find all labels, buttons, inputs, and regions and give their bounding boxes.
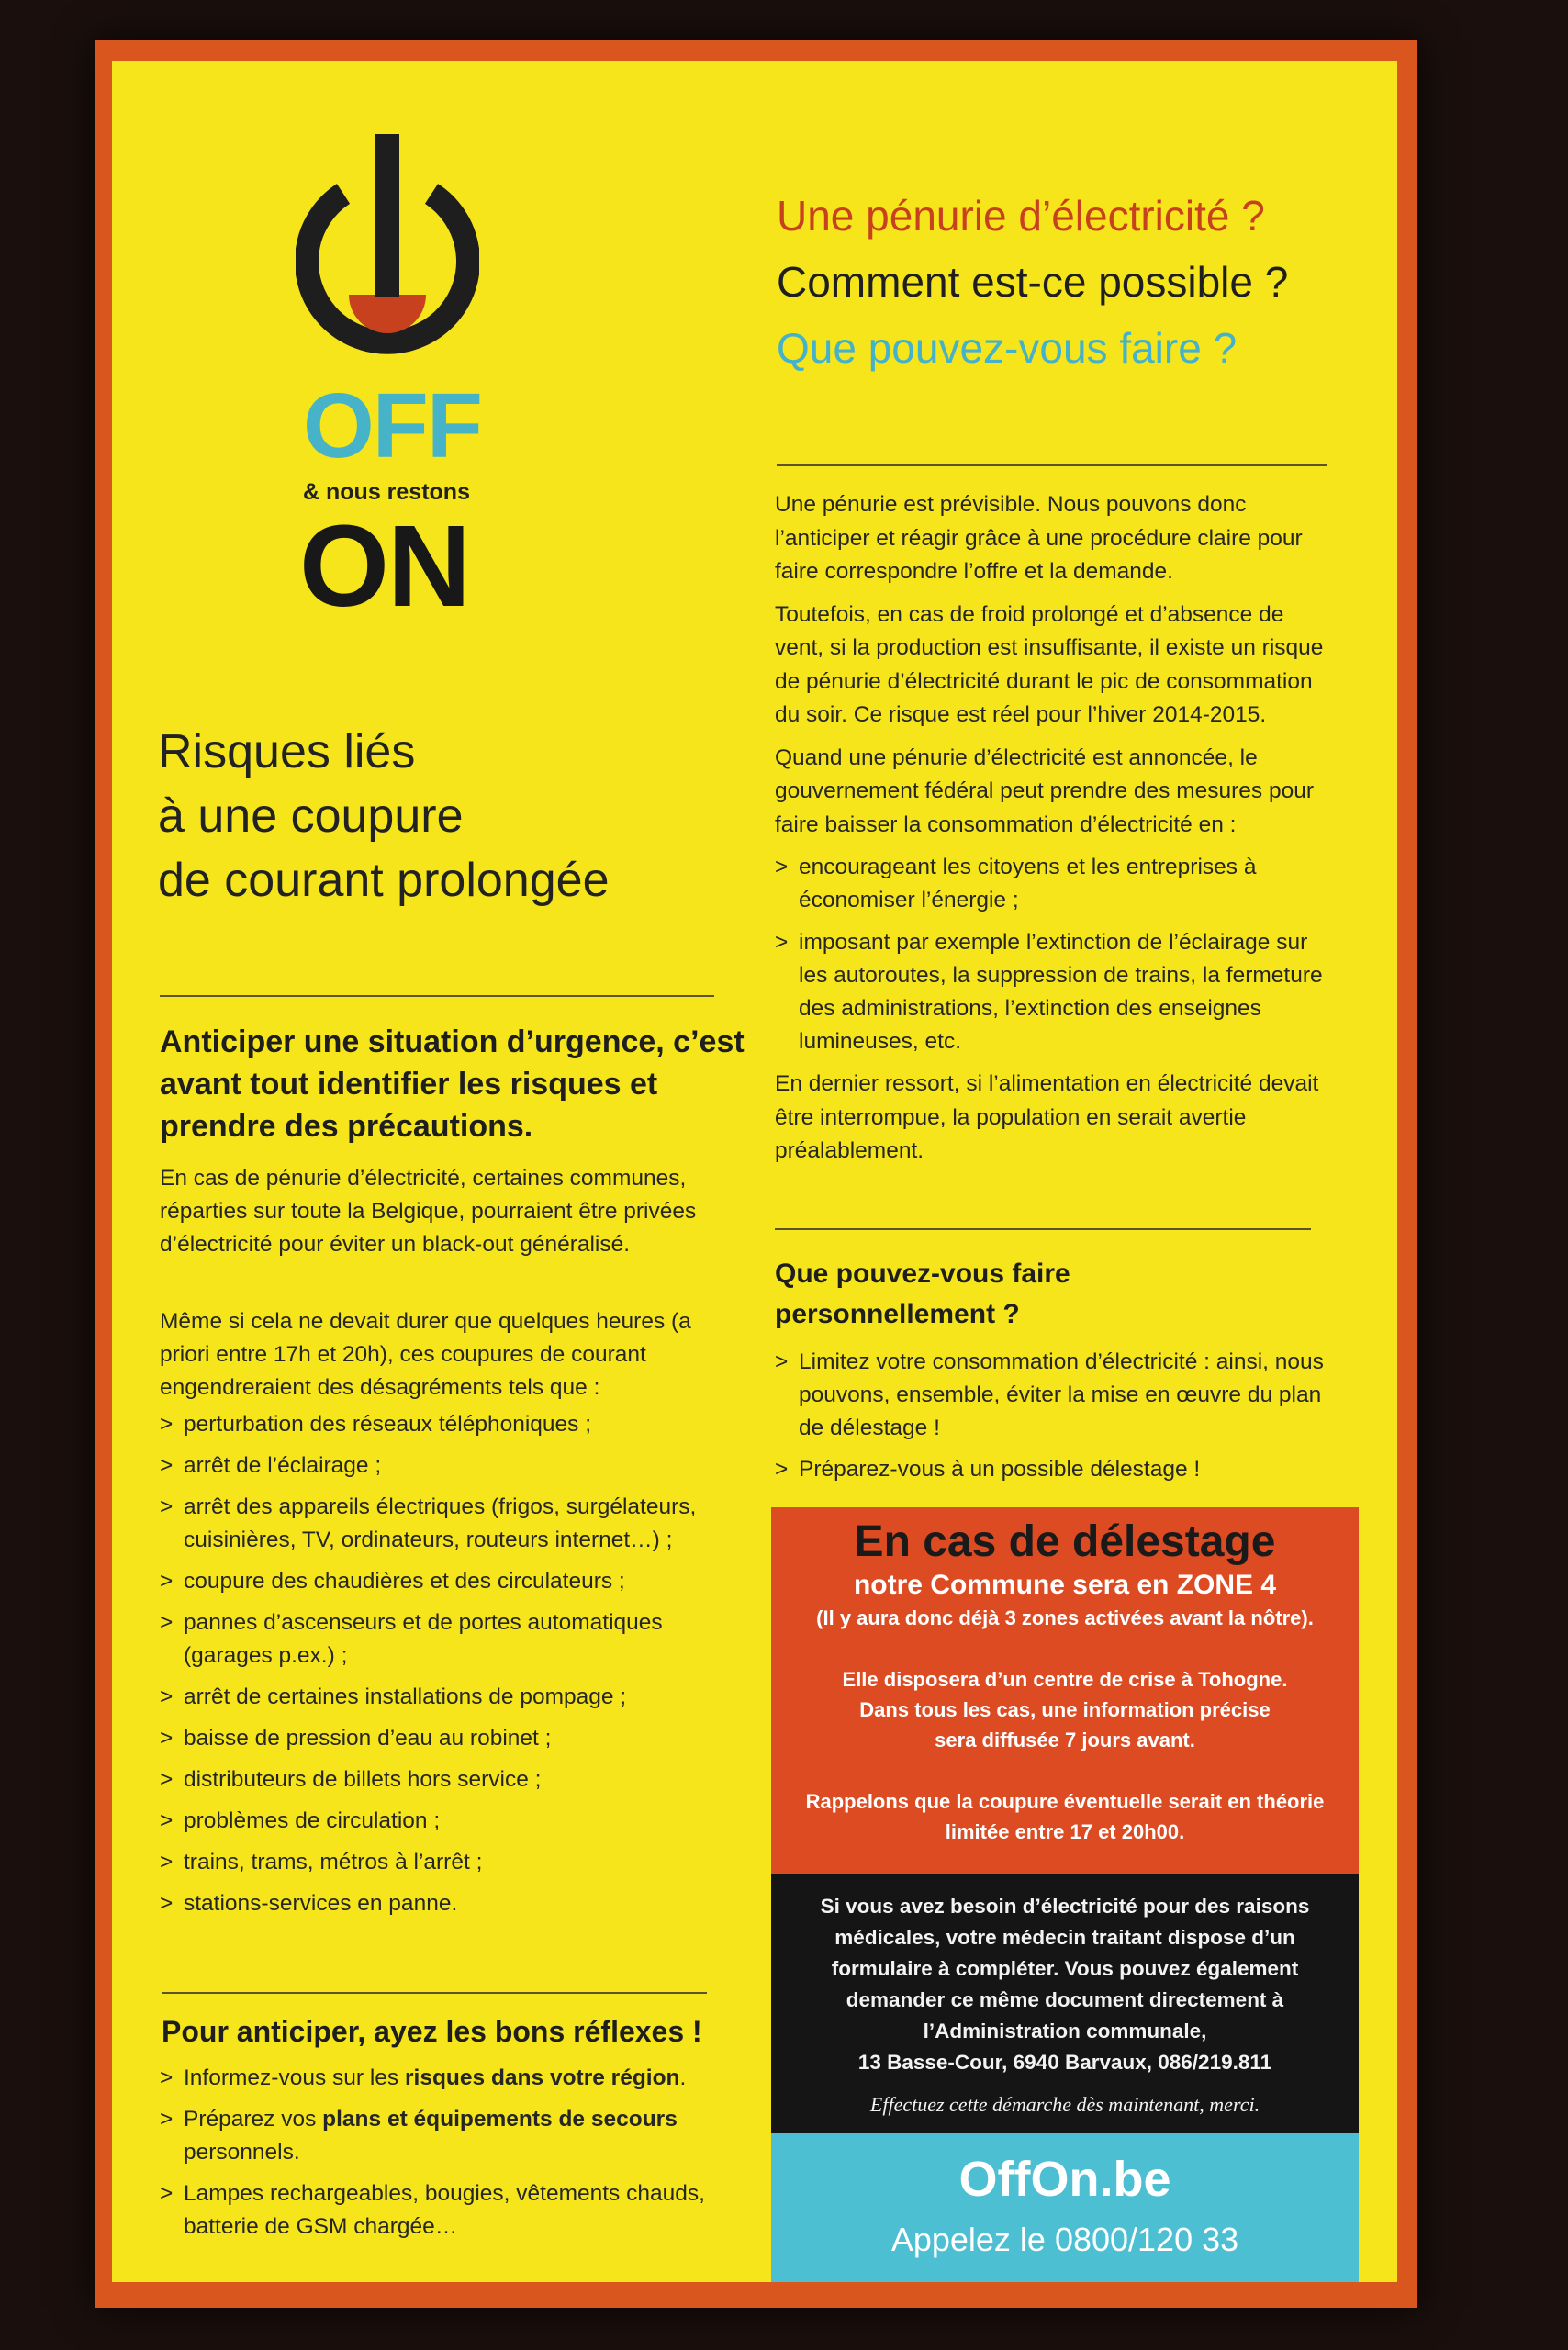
- divider: [162, 1992, 707, 1994]
- personal-heading: Que pouvez-vous faire personnellement ?: [775, 1259, 1070, 1329]
- chevron-bullet: >: [160, 1891, 174, 1916]
- list-item: > coupure des chaudières et des circulateurs ;: [160, 1565, 729, 1598]
- reflexes-list: [160, 2062, 711, 2252]
- question-shortage: Une pénurie d’électricité ?: [777, 192, 1265, 240]
- load-shedding-title: En cas de délestage: [854, 1517, 1276, 1566]
- risks-title: [158, 720, 727, 912]
- list-item: > encourageant les citoyens et les entreprises à économiser l’énergie ;: [775, 851, 1335, 917]
- divider: [160, 995, 714, 997]
- list-item: > Lampes rechargeables, bougies, vêtements chauds, batterie de GSM chargée…: [160, 2177, 711, 2244]
- chevron-bullet: >: [160, 1767, 174, 1792]
- medical-line: demander ce même document directement à: [846, 1988, 1284, 2011]
- list-item: > pannes d’ascenseurs et de portes automatiques (garages p.ex.) ;: [160, 1606, 729, 1673]
- chevron-bullet: >: [160, 1569, 174, 1594]
- list-item: > Limitez votre consommation d’électricité : ainsi, nous pouvons, ensemble, éviter la mise en œuvre du plan de délestage !: [775, 1346, 1335, 1445]
- list-item: > baisse de pression d’eau au robinet ;: [160, 1722, 729, 1755]
- question-what: Que pouvez-vous faire ?: [777, 324, 1238, 372]
- list-item: > arrêt de certaines installations de pompage ;: [160, 1681, 729, 1714]
- crisis-line: Elle disposera d’un centre de crise à Tohogne.: [842, 1668, 1288, 1691]
- list-item: > trains, trams, métros à l’arrêt ;: [160, 1846, 729, 1879]
- list-item: > arrêt des appareils électriques (frigos, surgélateurs, cuisinières, TV, ordinateurs, routeurs internet…) ;: [160, 1491, 729, 1557]
- list-item: > Informez-vous sur les risques dans votre région.: [160, 2062, 711, 2095]
- risks-title-line: de courant prolongée: [158, 854, 610, 907]
- risks-title-line: Risques liés: [158, 725, 416, 778]
- right-paragraph-3: Quand une pénurie d’électricité est annoncée, le gouvernement fédéral peut prendre des mesures pour faire baisser la consommation d’électricité en :: [775, 744, 1314, 837]
- chevron-bullet: >: [160, 1610, 174, 1635]
- reminder-line: Rappelons que la coupure éventuelle serait en théorie: [805, 1790, 1325, 1813]
- logo-on-text: ON: [299, 501, 469, 631]
- chevron-bullet: >: [160, 1726, 174, 1751]
- chevron-bullet: >: [160, 1453, 174, 1478]
- list-item: > stations-services en panne.: [160, 1887, 729, 1920]
- medical-address: 13 Basse-Cour, 6940 Barvaux, 086/219.811: [857, 2051, 1272, 2074]
- chevron-bullet: >: [775, 855, 789, 879]
- question-how: Comment est-ce possible ?: [777, 258, 1289, 306]
- list-item: > Préparez vos plans et équipements de secours personnels.: [160, 2103, 711, 2169]
- website-link[interactable]: OffOn.be: [958, 2152, 1171, 2207]
- list-item: > arrêt de l’éclairage ;: [160, 1449, 729, 1483]
- medical-note: Effectuez cette démarche dès maintenant, merci.: [869, 2093, 1260, 2116]
- power-icon: [296, 134, 479, 409]
- load-shedding-box: [771, 1507, 1359, 1874]
- list-item: > Préparez-vous à un possible délestage !: [775, 1453, 1335, 1486]
- phone-number: Appelez le 0800/120 33: [890, 2221, 1239, 2258]
- chevron-bullet: >: [775, 1349, 789, 1374]
- logo-off-text: OFF: [303, 375, 481, 477]
- zone-text: notre Commune sera en ZONE 4: [853, 1570, 1277, 1600]
- chevron-bullet: >: [775, 930, 789, 955]
- reminder-line: limitée entre 17 et 20h00.: [945, 1820, 1185, 1843]
- list-item: > distributeurs de billets hors service ;: [160, 1763, 729, 1796]
- risks-title-line: à une coupure: [158, 789, 464, 843]
- chevron-bullet: >: [160, 1684, 174, 1709]
- personal-list: [775, 1346, 1335, 1494]
- chevron-bullet: >: [160, 1412, 174, 1437]
- chevron-bullet: >: [160, 2107, 174, 2132]
- list-item: > perturbation des réseaux téléphoniques ;: [160, 1408, 729, 1441]
- list-item: > problèmes de circulation ;: [160, 1805, 729, 1838]
- right-paragraph-1: Une pénurie est prévisible. Nous pouvons donc l’anticiper et réagir grâce à une procédure claire pour faire correspondre l’offre et la demande.: [775, 492, 1303, 584]
- right-paragraph-4: En dernier ressort, si l’alimentation en électricité devait être interrompue, la population en serait avertie préalablement.: [775, 1071, 1319, 1163]
- logo-middle-text: & nous restons: [303, 479, 470, 505]
- medical-line: médicales, votre médecin traitant dispose d’un: [834, 1926, 1295, 1949]
- anticipate-heading: Anticiper une situation d’urgence, c’est avant tout identifier les risques et prendre des précautions.: [160, 1024, 745, 1144]
- reflexes-heading: Pour anticiper, ayez les bons réflexes !: [162, 2015, 702, 2048]
- chevron-bullet: >: [160, 1494, 174, 1519]
- measures-list: [775, 851, 1335, 1058]
- zone-note: (Il y aura donc déjà 3 zones activées avant la nôtre).: [816, 1606, 1314, 1629]
- chevron-bullet: >: [160, 1850, 174, 1874]
- crisis-line: Dans tous les cas, une information précise: [859, 1698, 1271, 1721]
- chevron-bullet: >: [160, 1808, 174, 1833]
- list-item: > imposant par exemple l’extinction de l’éclairage sur les autoroutes, la suppression de trains, la fermeture des administrations, l’extinction des enseignes lumineuses, etc.: [775, 926, 1335, 1058]
- left-paragraph-2: Même si cela ne devait durer que quelques heures (a priori entre 17h et 20h), ces coupures de courant engendreraient des désagréments tels que :: [160, 1309, 691, 1400]
- right-paragraph-2: Toutefois, en cas de froid prolongé et d’absence de vent, si la production est insuffisante, il existe un risque de pénurie d’électricité durant le pic de consommation du soir. Ce risque est réel pour l’hiver 2014-2015.: [775, 601, 1324, 727]
- crisis-line: sera diffusée 7 jours avant.: [935, 1729, 1195, 1751]
- divider: [777, 464, 1327, 466]
- impacts-list: [160, 1408, 729, 1929]
- poster: [112, 61, 1397, 2282]
- left-paragraph-1: En cas de pénurie d’électricité, certaines communes, réparties sur toute la Belgique, pourraient être privées d’électricité pour éviter un black-out généralisé.: [160, 1166, 697, 1257]
- medical-line: formulaire à compléter. Vous pouvez également: [831, 1957, 1299, 1980]
- medical-line: l’Administration communale,: [923, 2020, 1207, 2042]
- chevron-bullet: >: [775, 1457, 789, 1482]
- contact-box: [771, 2133, 1359, 2282]
- medical-line: Si vous avez besoin d’électricité pour des raisons: [820, 1895, 1310, 1918]
- right-body: [775, 488, 1335, 1178]
- chevron-bullet: >: [160, 2181, 174, 2206]
- chevron-bullet: >: [160, 2065, 174, 2090]
- medical-info-box: [771, 1874, 1359, 2133]
- divider: [775, 1228, 1311, 1230]
